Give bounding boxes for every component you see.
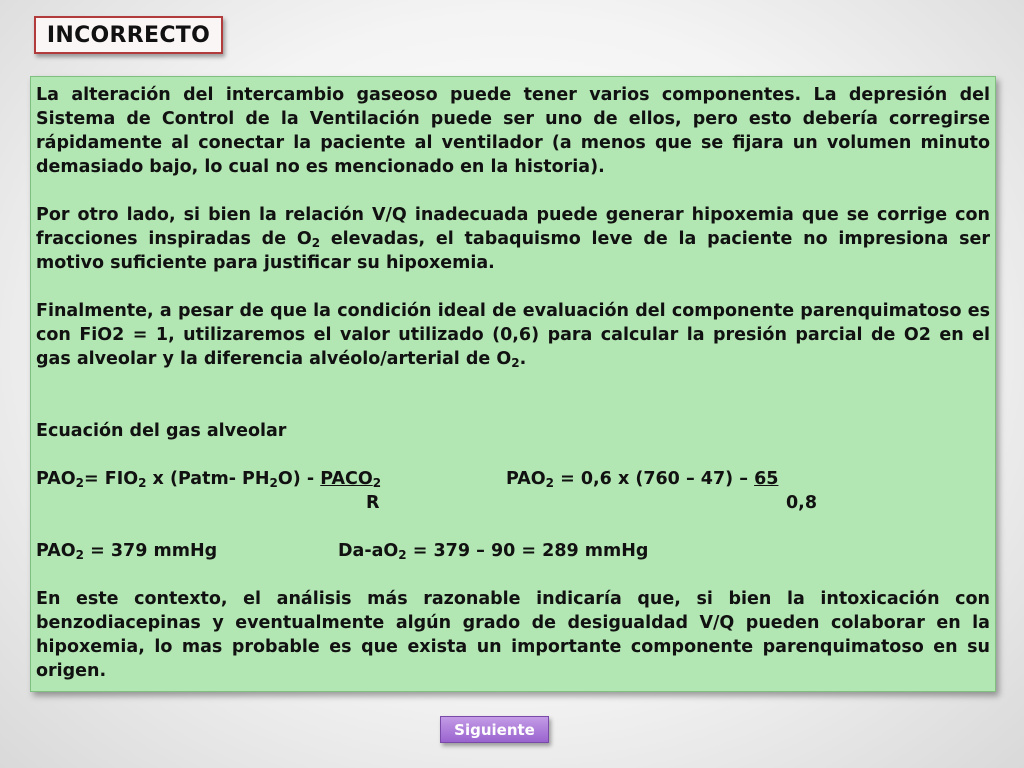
paragraph-conclusion: En este contexto, el análisis más razonable indicaría que, si bien la intoxicación con benzodiacepinas y eventualmente algún grado de desigualdad V/Q pueden colaborar en la hipoxemia, lo mas probable es que exista un importante componente parenquimatoso en su origen.: [36, 589, 990, 681]
pao2-result: $PAO_2 = 379$ mmHg: [36, 541, 218, 562]
formula-denominator: R: [366, 493, 380, 513]
alveolar-gas-formula: $PAO_2= FIO_2$ x (Patm- $PH_2O$) - $PACO_2$: [36, 469, 382, 490]
equation-denominator-row: [36, 491, 990, 515]
alveolar-gas-calculation: $PAO_2 = 0,6$ x (760 – 47) – 65: [506, 469, 779, 490]
equation-heading: Ecuación del gas alveolar: [36, 421, 287, 441]
next-button[interactable]: Siguiente: [440, 716, 549, 743]
equation-formula-row: [36, 467, 990, 491]
feedback-title: INCORRECTO: [34, 16, 223, 54]
paragraph-componente-parenquimatoso: Finalmente, a pesar de que la condición ideal de evaluación del componente parenquimatoso es con FiO2 = 1, utilizaremos el valor utilizado (0,6) para calcular la presión parcial de O2 en el gas alveolar y la diferencia alvéolo/arterial de $O_2$.: [36, 301, 990, 370]
results-row: [36, 539, 990, 563]
paragraph-control-ventilacion: La alteración del intercambio gaseoso puede tener varios componentes. La depresión del Sistema de Control de la Ventilación puede ser uno de ellos, pero esto debería corregirse rápidamente al conectar la paciente al ventilador (a menos que se fijara un volumen minuto demasiado bajo, lo cual no es mencionado en la historia).: [36, 85, 990, 177]
explanation-content: [36, 83, 990, 683]
calculation-denominator: 0,8: [786, 493, 818, 513]
paragraph-relacion-vq: Por otro lado, si bien la relación V/Q inadecuada puede generar hipoxemia que se corrige con fracciones inspiradas de $O_2$ elevadas, el tabaquismo leve de la paciente no impresiona ser motivo suficiente para justificar su hipoxemia.: [36, 205, 990, 273]
gradient-result: $Da-aO_2 = 379 - 90 = 289$ mmHg: [338, 541, 649, 562]
